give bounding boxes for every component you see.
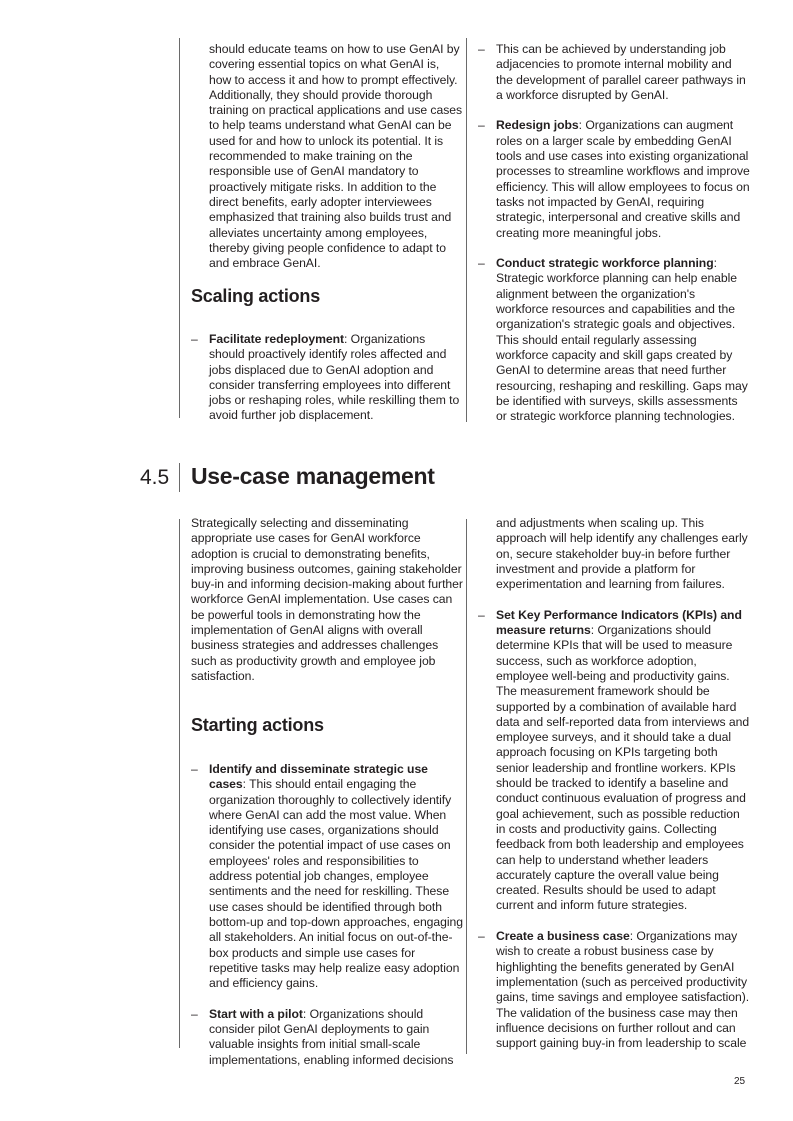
column-rule-bottom-right bbox=[466, 519, 467, 1054]
dash-marker: – bbox=[191, 1006, 198, 1021]
dash-marker: – bbox=[478, 607, 485, 622]
list-item bbox=[191, 332, 463, 424]
scaling-actions-list bbox=[191, 332, 463, 424]
column-rule-top-left bbox=[179, 38, 180, 418]
dash-marker: – bbox=[478, 256, 485, 271]
bottom-right-column bbox=[478, 516, 750, 1051]
item-title: Facilitate redeployment bbox=[209, 332, 344, 346]
item-title: Start with a pilot bbox=[209, 1006, 303, 1021]
list-item bbox=[478, 256, 750, 424]
item-title: Redesign jobs bbox=[496, 118, 579, 133]
list-item bbox=[191, 1007, 463, 1068]
list-item bbox=[478, 118, 750, 240]
dash-marker: – bbox=[191, 332, 198, 346]
list-item bbox=[478, 42, 750, 103]
item-text: : Strategic workforce planning can help enable alignment between the organization's workforce resources and capabilities and the organization's strategic goals and objectives. This should entail regularly assessing workforce capacity and skill gaps created by GenAI to determine areas that need further resourcing, reshaping and reskilling. Gaps may be identified with surveys, skills assessments or strategic workforce planning technologies. bbox=[496, 256, 748, 424]
top-right-column bbox=[478, 42, 750, 424]
dash-marker: – bbox=[191, 762, 198, 776]
item-text: : Organizations may wish to create a robust business case by highlighting the benefits generated by GenAI implementation (such as perceived productivity gains, time savings and employee satisfaction). The validation of the business case may then influence decisions on further rollout and can support gaining buy-in from leadership to scale bbox=[496, 929, 750, 1051]
page-number: 25 bbox=[734, 1076, 746, 1087]
section-title: Use-case management bbox=[191, 463, 435, 489]
dash-marker: – bbox=[478, 118, 485, 133]
item-title: Set Key Performance Indicators (KPIs) and measure returns bbox=[496, 607, 742, 638]
item-title: Identify and disseminate strategic use cases bbox=[209, 762, 428, 792]
list-item bbox=[478, 929, 750, 1051]
item-text: : This should entail engaging the organization thoroughly to collectively identify where GenAI can add the most value. When identifying use cases, organizations should consider the potential impact of use cases on employees' roles and responsibilities to address potential job changes, employee sentiments and the need for reskilling. These use cases should be identified through both bottom-up and top-down approaches, engaging all stakeholders. An initial focus on out-of-the-box products and simple use cases for repetitive tasks may help realize easy adoption and efficiency gains. bbox=[209, 777, 463, 991]
bottom-left-column bbox=[191, 516, 463, 684]
section-number-rule bbox=[179, 463, 180, 492]
top-left-column bbox=[191, 42, 463, 271]
item-title: Create a business case bbox=[496, 929, 630, 944]
list-item bbox=[191, 762, 463, 991]
training-paragraph: should educate teams on how to use GenAI by covering essential topics on what GenAI is, how to access it and how to prompt effectively. Additionally, they should provide thorough training on practical applications and use cases to help teams understand what GenAI can be used for and how to unlock its potential. It is recommended to make training on the responsible use of GenAI mandatory to proactively mitigate risks. In addition to the direct benefits, early adopter interviewees emphasized that training also builds trust and alleviates uncertainty among employees, thereby giving people confidence to adapt to and embrace GenAI. bbox=[209, 42, 463, 271]
item-text: : Organizations should consider pilot GenAI deployments to gain valuable insights from initial small-scale implementations, enabling informed decisions bbox=[209, 1006, 454, 1067]
section-number: 4.5 bbox=[140, 466, 170, 489]
column-rule-bottom-left bbox=[179, 519, 180, 1048]
item-title: Conduct strategic workforce planning bbox=[496, 256, 714, 271]
item-text: This can be achieved by understanding job adjacencies to promote internal mobility and the development of parallel career pathways in a workforce disrupted by GenAI. bbox=[496, 42, 746, 102]
item-text: and adjustments when scaling up. This approach will help identify any challenges early on, secure stakeholder buy-in before further investment and provide a platform for experimentation and learning from failures. bbox=[496, 516, 748, 592]
dash-marker: – bbox=[478, 42, 485, 56]
dash-marker: – bbox=[478, 929, 485, 944]
item-text: : Organizations can augment roles on a larger scale by embedding GenAI tools and use cases into existing organizational processes to streamline workflows and improve efficiency. This will allow employees to focus on tasks not impacted by GenAI, requiring strategic, interpersonal and creative skills and creating more meaningful jobs. bbox=[496, 118, 750, 240]
scaling-actions-heading: Scaling actions bbox=[191, 286, 321, 306]
starting-actions-list bbox=[191, 762, 463, 1068]
item-text: : Organizations should proactively identify roles affected and jobs displaced due to GenAI adoption and consider transferring employees into different jobs or reshaping roles, while reskilling them to avoid further job displacement. bbox=[209, 332, 460, 423]
column-rule-top-right bbox=[466, 38, 467, 422]
list-item-continued bbox=[478, 516, 750, 592]
item-text: : Organizations should determine KPIs that will be used to measure success, such as workforce adoption, employee well-being and productivity gains. The measurement framework should be supported by a combination of available hard data and self-reported data from interviews and employee surveys, and it should take a dual approach focusing on KPIs targeting both senior leadership and frontline workers. KPIs should be tracked to identify a baseline and conduct continuous evaluation of progress and goal achievement, such as possible reduction in costs and productivity gains. Collecting feedback from both leadership and employees can help to understand whether leaders accurately capture the overall value being created. Results should be used to adapt current and inform future strategies. bbox=[496, 623, 750, 913]
section-intro: Strategically selecting and disseminating appropriate use cases for GenAI workforce adoption is crucial to demonstrating benefits, improving business outcomes, gaining stakeholder buy-in and informing decision-making about further workforce GenAI implementation. Use cases can be powerful tools in demonstrating how the implementation of GenAI aligns with overall business strategies and addresses challenges such as productivity growth and employee job satisfaction. bbox=[191, 516, 463, 683]
starting-actions-heading: Starting actions bbox=[191, 715, 324, 735]
training-item-continued bbox=[191, 42, 463, 271]
list-item bbox=[478, 608, 750, 914]
